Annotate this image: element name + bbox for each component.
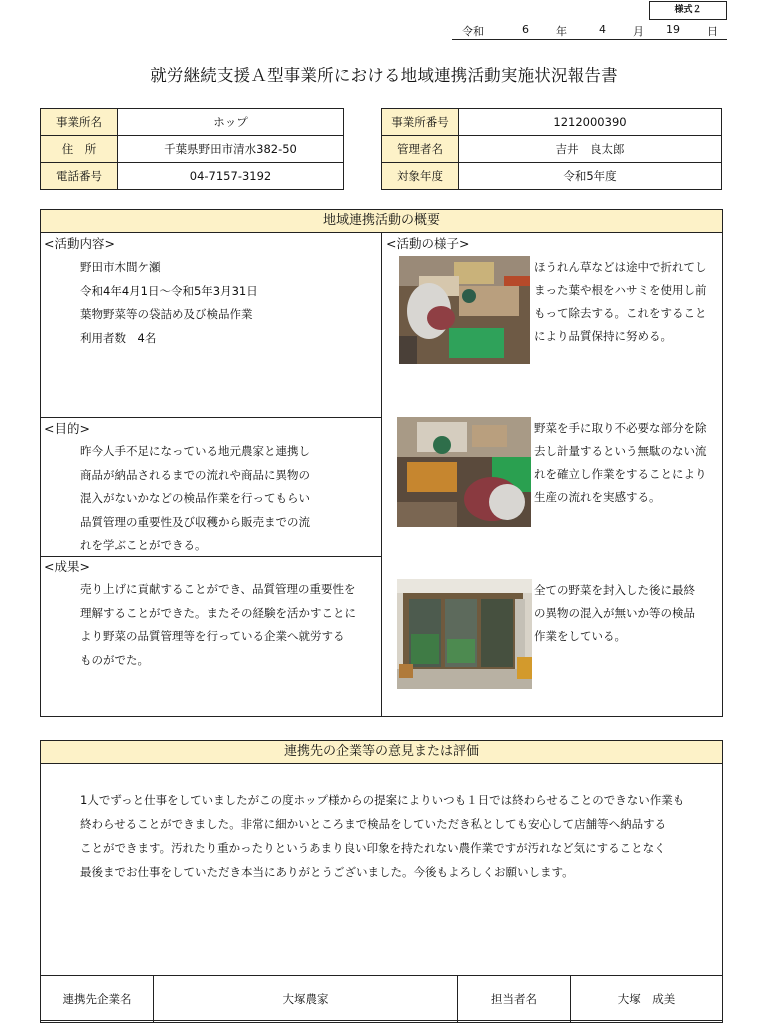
phone-label: 電話番号 xyxy=(41,163,118,190)
purpose-line: れを学ぶことができる。 xyxy=(80,538,207,552)
result-line: 理解することができた。またその経験を活かすことに xyxy=(80,605,356,620)
address-label: 住 所 xyxy=(41,136,118,163)
activity-photo-1 xyxy=(399,256,530,364)
activity-lines xyxy=(80,256,258,350)
evaluation-line: ことができます。汚れたり重かったりというあまり良い印象を持たれない農作業ですが汚れなど気にすることなく xyxy=(80,841,666,855)
photo-3-caption-line: 作業をしている。 xyxy=(534,629,626,643)
photo-3-caption xyxy=(534,579,695,648)
activity-line: 野田市木間ケ瀬 xyxy=(80,260,161,274)
purpose-line: 混入がないかなどの検品作業を行ってもらい xyxy=(80,491,310,505)
photo-1-caption xyxy=(534,256,707,348)
date-day: 19 xyxy=(666,23,680,36)
form-number: 様式２ xyxy=(649,1,727,20)
purpose-line: 品質管理の重要性及び収穫から販売までの流 xyxy=(80,514,310,529)
scene-label: <活動の様子> xyxy=(386,236,470,251)
photo-1-caption-line: により品質保持に努める。 xyxy=(534,329,672,343)
partner-value: 大塚農家 xyxy=(154,976,458,1023)
photo-2-caption-line: 生産の流れを実感する。 xyxy=(534,490,661,504)
date-year: 6 xyxy=(522,23,529,36)
date-year-unit: 年 xyxy=(556,25,567,38)
evaluation-text xyxy=(80,788,684,884)
activity-line: 葉物野菜等の袋詰め及び検品作業 xyxy=(80,307,253,321)
result-label: <成果> xyxy=(44,559,90,574)
purpose-label: <目的> xyxy=(44,421,90,436)
evaluation-line: 最後までお仕事をしていただき本当にありがとうございました。今後もよろしくお願いします。 xyxy=(80,865,574,879)
partner-table xyxy=(40,975,723,1023)
photo-1-caption-line: ほうれん草などは途中で折れてし xyxy=(534,260,707,274)
management-info-table xyxy=(381,108,722,190)
office-name-value: ホップ xyxy=(118,109,344,136)
purpose-lines xyxy=(80,440,310,558)
office-number-label: 事業所番号 xyxy=(382,109,459,136)
date-month: 4 xyxy=(599,23,606,36)
office-name-label: 事業所名 xyxy=(41,109,118,136)
activity-line: 利用者数 4名 xyxy=(80,330,157,345)
purpose-line: 商品が納品されるまでの流れや商品に異物の xyxy=(80,467,310,482)
result-lines xyxy=(80,578,356,672)
photo-1-caption-line: まった葉や根をハサミを使用し前 xyxy=(534,283,707,297)
address-value: 千葉県野田市清水382-50 xyxy=(118,136,344,163)
purpose-line: 昨今人手不足になっている地元農家と連携し xyxy=(80,444,310,458)
report-date xyxy=(452,21,727,40)
activity-line: 令和4年4月1日～令和5年3月31日 xyxy=(80,283,258,298)
phone-value: 04-7157-3192 xyxy=(118,163,344,190)
office-info-table xyxy=(40,108,344,190)
partner-label: 連携先企業名 xyxy=(41,976,154,1023)
photo-3-caption-line: の異物の混入が無いか等の検品 xyxy=(534,606,695,620)
date-era: 令和 xyxy=(462,25,484,38)
manager-value: 吉井 良太郎 xyxy=(459,136,722,163)
photo-3-caption-line: 全ての野菜を封入した後に最終 xyxy=(534,583,695,597)
photo-2-caption-line: 野菜を手に取り不必要な部分を除 xyxy=(534,421,707,435)
date-day-unit: 日 xyxy=(707,25,718,38)
contact-value: 大塚 成美 xyxy=(571,976,723,1023)
activity-photo-3 xyxy=(397,579,532,689)
activity-photo-2 xyxy=(397,417,531,527)
target-year-label: 対象年度 xyxy=(382,163,459,190)
evaluation-line: 終わらせることができました。非常に細かいところまで検品をしていただき私としても安心して店舗等へ納品する xyxy=(80,817,667,831)
result-line: 売り上げに貢献することができ、品質管理の重要性を xyxy=(80,582,356,596)
column-divider xyxy=(381,232,382,717)
photo-1-caption-line: もって除去する。これをすること xyxy=(534,306,707,320)
result-line: ものがでた。 xyxy=(80,652,149,667)
date-month-unit: 月 xyxy=(633,25,644,38)
page-title: 就労継続支援Ａ型事業所における地域連携活動実施状況報告書 xyxy=(150,66,618,85)
photo-2-caption xyxy=(534,417,707,509)
divider-purpose xyxy=(40,417,381,418)
target-year-value: 令和5年度 xyxy=(459,163,722,190)
manager-label: 管理者名 xyxy=(382,136,459,163)
activity-label: <活動内容> xyxy=(44,236,115,251)
evaluation-line: 1人でずっと仕事をしていましたがこの度ホップ様からの提案によりいつも１日では終わらせることのできない作業も xyxy=(80,793,685,807)
photo-2-caption-line: 去し計量するという無駄のない流 xyxy=(534,444,707,458)
contact-label: 担当者名 xyxy=(458,976,571,1023)
evaluation-heading: 連携先の企業等の意見または評価 xyxy=(41,741,722,764)
result-line: より野菜の品質管理等を行っている企業へ就労する xyxy=(80,629,345,643)
office-number-value: 1212000390 xyxy=(459,109,722,136)
photo-2-caption-line: れを確立し作業をすることにより xyxy=(534,467,707,481)
overview-heading: 地域連携活動の概要 xyxy=(41,210,722,233)
